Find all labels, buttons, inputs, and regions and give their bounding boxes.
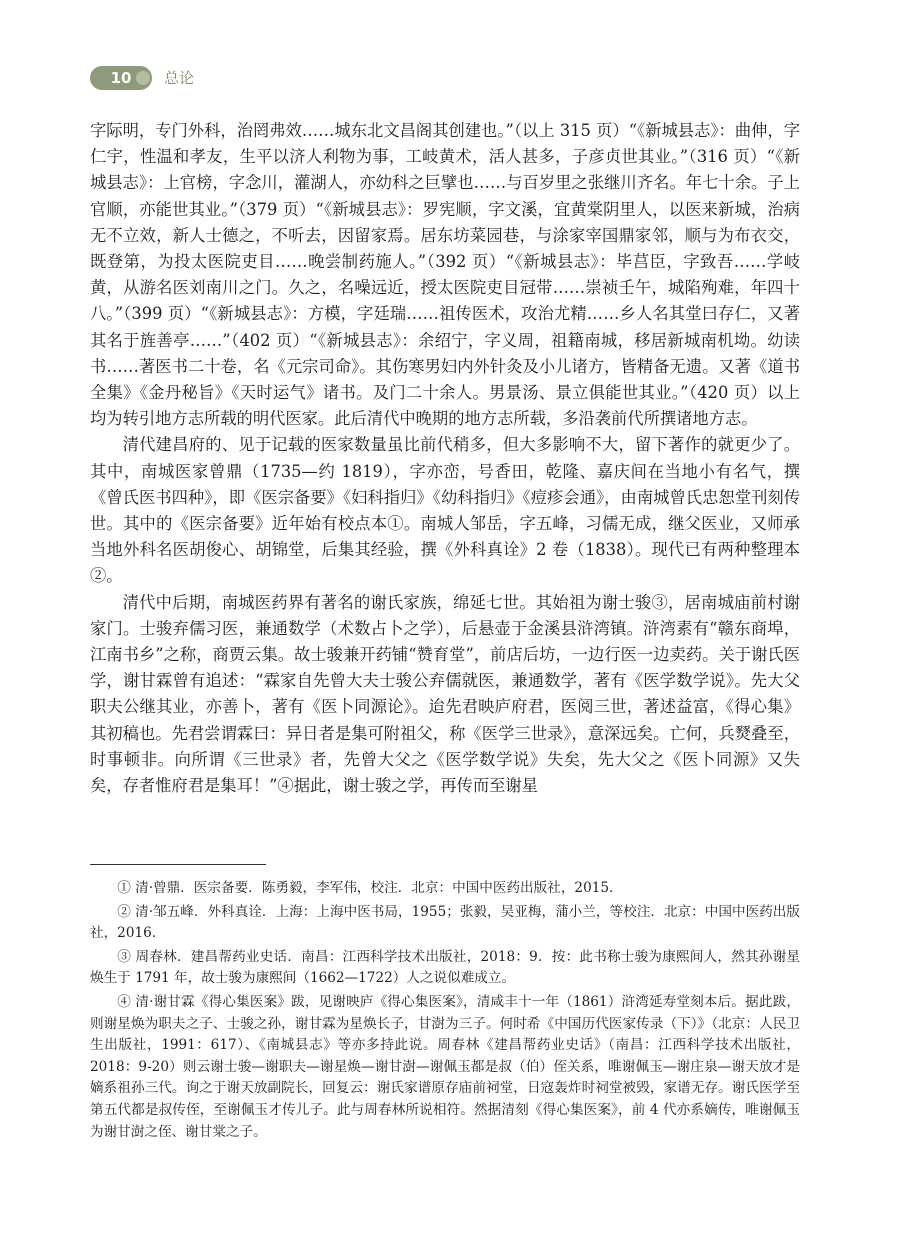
paragraph-3-text-a: 清代中后期，南城医药界有著名的谢氏家族，绵延七世。其始祖为谢士骏 bbox=[122, 592, 652, 612]
footnote-ref-2[interactable]: ② bbox=[90, 566, 107, 586]
running-title: 总论 bbox=[164, 69, 195, 87]
footnote-4: ④ 清·谢甘霖《得心集医案》跋，见谢映庐《得心集医案》，清咸丰十一年（1861）浒湾延寿堂刻本后。据此跋，则谢星焕为职夫之子、士骏之孙，谢甘霖为星焕长子，甘澍为三子。何时希《中国历代医家传录（下）》（北京：人民卫生出版社，1991：617）、《南城县志》等亦多持此说。周春林《建昌帮药业史话》（南昌：江西科学技术出版社，2018：9-20）则云谢士骏—谢职夫—谢星焕—谢甘澍—谢佩玉都是叔（伯）侄关系，唯谢佩玉—谢庄泉—谢天放才是嫡系祖孙三代。询之于谢天放副院长，回复云：谢氏家谱原存庙前祠堂，日寇轰炸时祠堂被毁，家谱无存。谢氏医学至第五代都是叔传侄，至谢佩玉才传儿子。此与周春林所说相符。然据清刻《得心集医案》，前 4 代亦系嫡传，唯谢佩玉为谢甘澍之侄、谢甘棠之子。 bbox=[90, 993, 800, 1140]
paragraph-1: 字际明，专门外科，治罔弗效……城东北文昌阁其创建也。”（以上 315 页）“《新城县志》：曲伸，字仁宇，性温和孝友，生平以济人利物为事，工岐黄术，活人甚多，子彦贞世其业。”（316 页）“《新城县志》：上官榜，字念川，灌湖人，亦幼科之巨擘也……与百岁里之张继川齐名。年七十余。子上官顺，亦能世其业。”（379 页）“《新城县志》：罗宪顺，字文溪，宜黄棠阴里人，以医来新城，治病无不立效，新人士德之，不听去，因留家焉。居东坊菜园巷，与涂家宰国鼎家邻，顺与为布衣交，既登第，为投太医院吏目……晚尝制药施人。”（392 页）“《新城县志》：毕莒臣，字致吾……学岐黄，从游名医刘南川之门。久之，名噪远近，授太医院吏目冠带……崇祯壬午，城陷殉难，年四十八。”（399 页）“《新城县志》：方模，字廷瑞……祖传医术，攻治尤精……乡人名其堂曰存仁，又著其名于旌善亭……”（402 页）“《新城县志》：余绍宁，字义周，祖籍南城，移居新城南机坳。幼读书……著医书二十卷，名《元宗司命》。其伤寒男妇内外针灸及小儿诸方，皆精备无遗。又著《道书全集》《金丹秘旨》《天时运气》诸书。及门二十余人。男景汤、景立俱能世其业。”（420 页）以上均为转引地方志所载的明代医家。此后清代中晚期的地方志所载，多沿袭前代所撰诸地方志。 bbox=[90, 121, 800, 429]
footnote-2: ② 清·邹五峰．外科真诠．上海：上海中医书局，1955；张毅，吴亚梅，蒲小兰，等校注．北京：中国中医药出版社，2016. bbox=[90, 903, 800, 942]
footnote-ref-4[interactable]: ④ bbox=[277, 776, 294, 796]
paragraph-2-text-c: 。 bbox=[106, 566, 123, 586]
footnote-1: ① 清·曾鼎．医宗备要．陈勇毅，李军伟，校注．北京：中国中医药出版社，2015. bbox=[117, 880, 614, 896]
paragraph-2-text-a: 清代建昌府的、见于记载的医家数量虽比前代稍多，但大多影响不大，留下著作的就更少了。其中，南城医家曾鼎（1735—约 1819），字亦峦，号香田，乾隆、嘉庆间在当地小有名气，撰《曾氏医书四种》，即《医宗备要》《妇科指归》《幼科指归》《痘疹会通》，由南城曾氏忠恕堂刊刻传世。其中的《医宗备要》近年始有校点本 bbox=[90, 435, 800, 534]
paragraph-3-text-b: ，居南城庙前村谢家门。士骏弃儒习医，兼通数学（术数占卜之学），后悬壶于金溪县浒湾镇。浒湾素有“赣东商埠，江南书乡”之称，商贾云集。故士骏兼开药铺“赞育堂”，前店后坊，一边行医一边卖药。关于谢氏医学，谢甘霖曾有追述：“霖家自先曾大夫士骏公弃儒就医，兼通数学，著有《医学数学说》。先大父职夫公继其业，亦善卜，著有《医卜同源论》。迨先君映庐府君，医阅三世，著述益富，《得心集》其初稿也。先君尝谓霖曰：异日者是集可附祖父，称《医学三世录》，意深远矣。亡何，兵燹叠至，时事顿非。向所谓《三世录》者，先曾大父之《医学数学说》失矣，先大父之《医卜同源》又失矣，存者惟府君是集耳！” bbox=[90, 592, 800, 796]
footnote-3: ③ 周春林．建昌帮药业史话．南昌：江西科学技术出版社，2018：9．按：此书称士骏为康熙间人，然其孙谢星焕生于 1791 年，故士骏为康熙间（1662—1722）人之说似难成立。 bbox=[90, 948, 800, 987]
footnote-ref-3[interactable]: ③ bbox=[651, 592, 668, 612]
paragraph-3 bbox=[90, 590, 800, 800]
page-header bbox=[90, 66, 830, 90]
footnotes bbox=[90, 878, 800, 1145]
footnote-divider bbox=[90, 864, 266, 865]
footnote-ref-1[interactable]: ① bbox=[387, 514, 404, 534]
paragraph-2-text-b: 。南城人邹岳，字五峰，习儒无成，继父医业，又师承当地外科名医胡俊心、胡锦堂，后集其经验，撰《外科真诠》2 卷（1838）。现代已有两种整理本 bbox=[90, 514, 800, 560]
page-number: 10 bbox=[90, 66, 152, 90]
main-text bbox=[90, 118, 800, 799]
paragraph-2 bbox=[90, 432, 800, 589]
paragraph-3-text-c: 据此，谢士骏之学，再传而至谢星 bbox=[293, 776, 538, 796]
